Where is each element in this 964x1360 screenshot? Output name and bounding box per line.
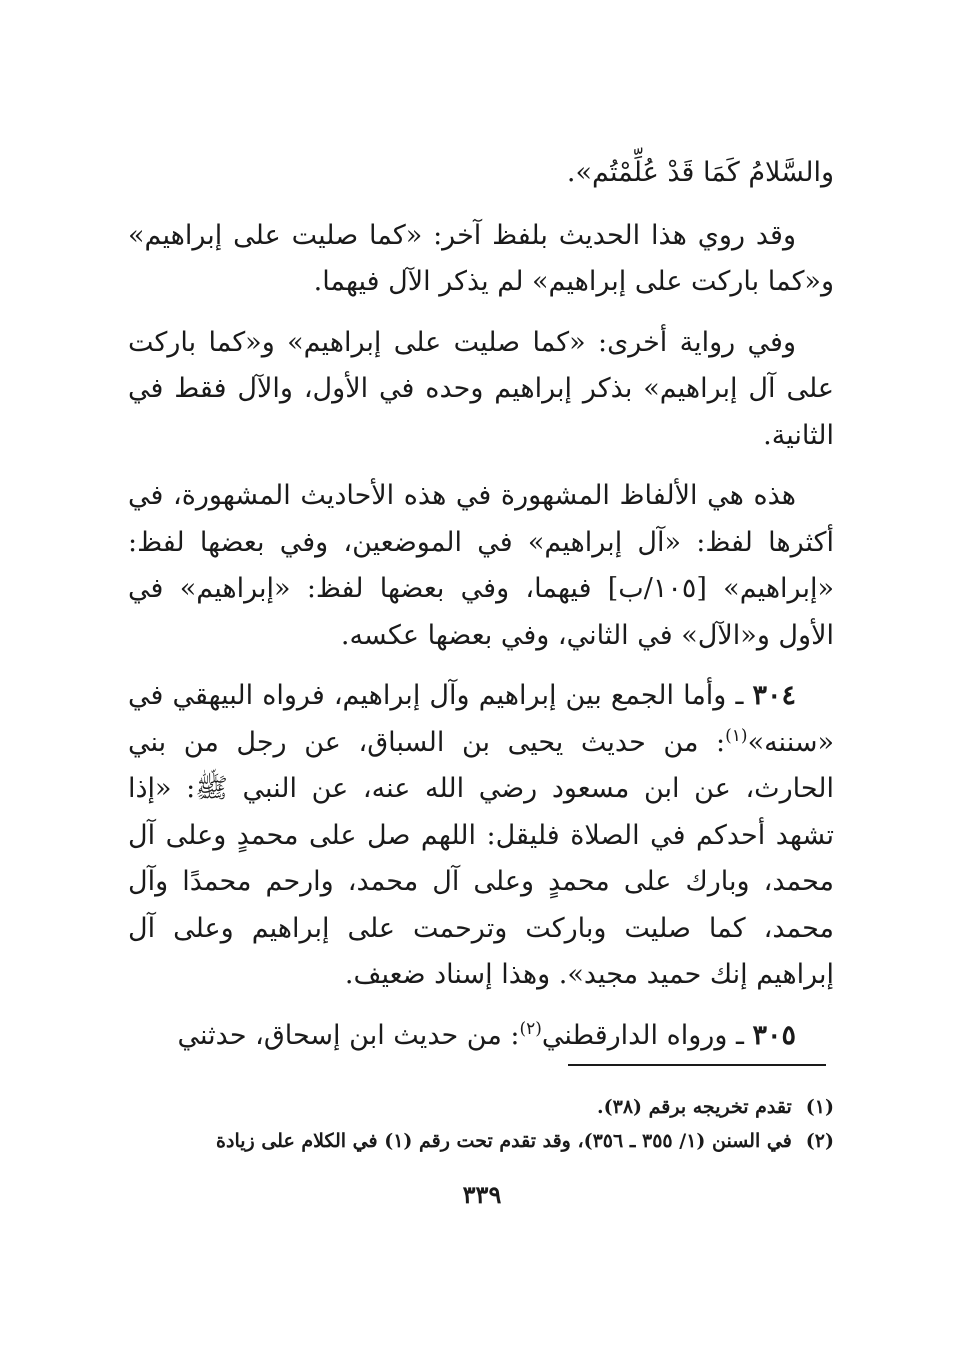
hadith-number-305: ٣٠٥ xyxy=(752,1019,796,1051)
paragraph-304 xyxy=(128,673,834,999)
footnote-2-number: (٢) xyxy=(805,1130,834,1152)
footnote-2-text: في السنن (١/ ٣٥٥ ـ ٣٥٦)، وقد تقدم تحت رقم (١) في الكلام على زيادة xyxy=(216,1130,792,1152)
paragraph-3-text: وفي رواية أخرى: «كما صليت على إبراهيم» و«كما باركت على آل إبراهيم» بذكر إبراهيم وحده في الأول، والآل فقط في الثانية. xyxy=(128,326,834,451)
paragraph-4 xyxy=(128,473,834,659)
paragraph-304-text-b: : من حديث يحيى بن السباق، عن رجل من بني الحارث، عن ابن مسعود رضي الله عنه، عن النبي ﷺ: «إذا تشهد أحدكم في الصلاة فليقل: اللهم صل على محمدٍ وعلى آل محمد، وبارك على محمدٍ وعلى آل محمد، وارحم محمدًا وآل محمد، كما صليت وباركت وترحمت على إبراهيم وعلى آل إبراهيم إنك حميد مجيد». وهذا إسناد ضعيف. xyxy=(128,726,834,990)
footnote-ref-2[interactable]: (٢) xyxy=(519,1018,542,1039)
footnote-2 xyxy=(128,1124,834,1158)
paragraph-304-text-a: ـ وأما الجمع بين إبراهيم وآل إبراهيم، فرواه البيهقي في «سننه» xyxy=(128,680,834,758)
footnote-separator xyxy=(568,1064,826,1066)
paragraph-2-text: وقد روي هذا الحديث بلفظ آخر: «كما صليت على إبراهيم» و«كما باركت على إبراهيم» لم يذكر الآل فيهما. xyxy=(128,219,834,297)
paragraph-1-text: والسَّلامُ كَمَا قَدْ عُلِّمْتُم». xyxy=(566,157,834,188)
paragraph-2 xyxy=(128,213,834,306)
footnote-1-text: تقدم تخريجه برقم (٣٨). xyxy=(597,1096,792,1118)
paragraph-4-text: هذه هي الألفاظ المشهورة في هذه الأحاديث المشهورة، في أكثرها لفظ: «آل إبراهيم» في الموضعين، وفي بعضها لفظ: «إبراهيم» [١٠٥/ب] فيهما، وفي بعضها لفظ: «إبراهيم» في الأول و«الآل» في الثاني، وفي بعضها عكسه. xyxy=(128,480,834,651)
footnote-1 xyxy=(128,1090,834,1124)
paragraph-305-text-a: ـ ورواه الدارقطني xyxy=(541,1019,744,1051)
page-number: ٣٣٩ xyxy=(462,1180,502,1209)
main-text xyxy=(128,150,834,1073)
footnote-ref-1[interactable]: (١) xyxy=(725,725,748,746)
paragraph-305-text-b: : من حديث ابن إسحاق، حدثني xyxy=(177,1019,520,1051)
paragraph-305 xyxy=(128,1013,834,1060)
hadith-number-304: ٣٠٤ xyxy=(752,680,796,711)
paragraph-3 xyxy=(128,320,834,460)
footnotes xyxy=(128,1090,834,1158)
footnote-1-number: (١) xyxy=(805,1096,834,1118)
paragraph-1 xyxy=(128,150,834,197)
